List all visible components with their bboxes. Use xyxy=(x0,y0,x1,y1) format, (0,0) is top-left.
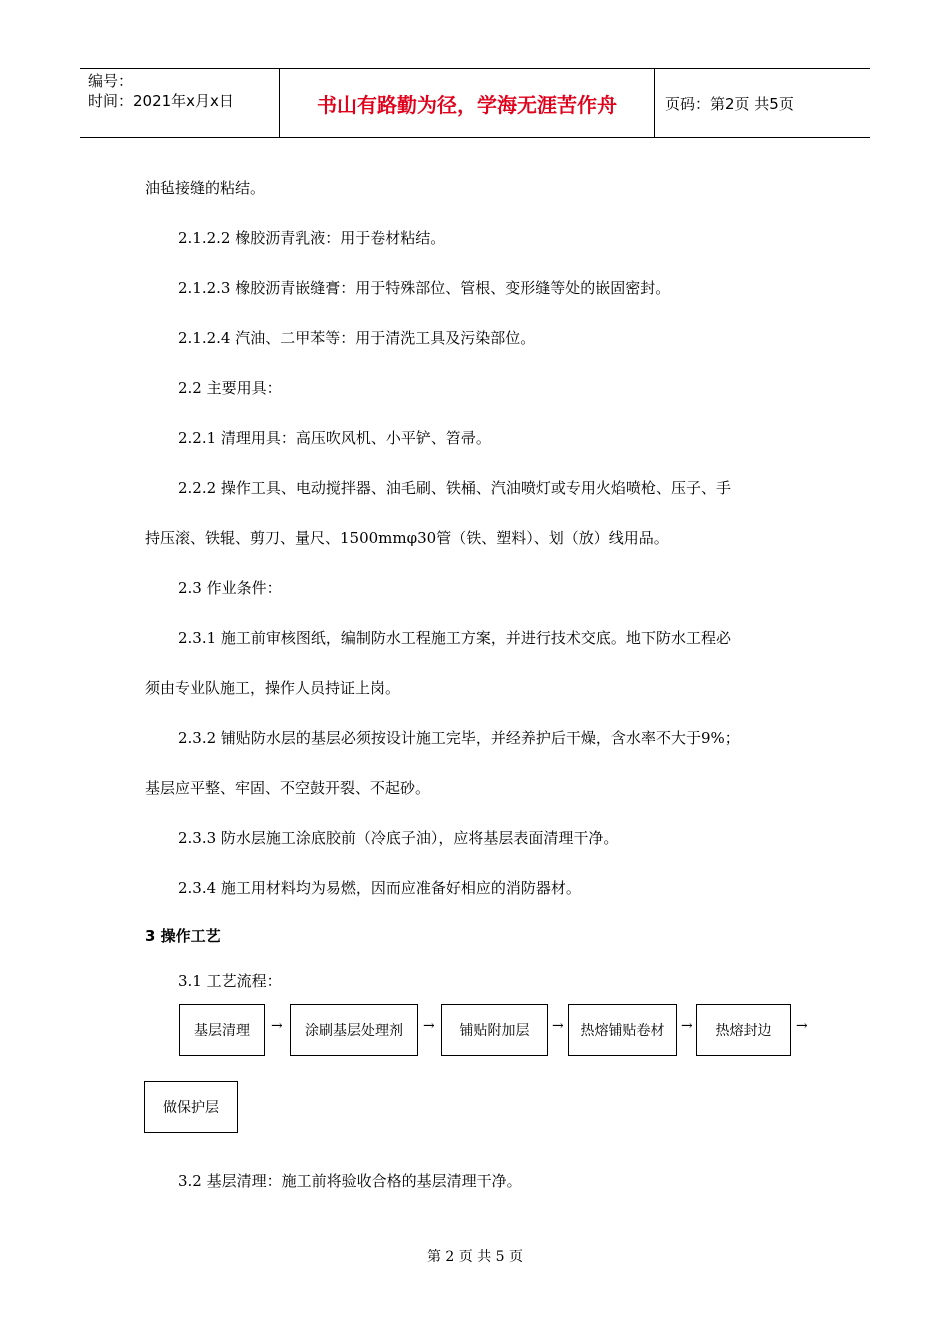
paragraph: 2.3.1 施工前审核图纸，编制防水工程施工方案，并进行技术交底。地下防水工程必 xyxy=(178,629,731,647)
flow-arrow: → xyxy=(796,1018,808,1034)
paragraph: 2.1.2.2 橡胶沥青乳液：用于卷材粘结。 xyxy=(178,229,446,247)
header-page-info: 页码：第2页 共5页 xyxy=(665,94,794,113)
paragraph: 2.3.2 铺贴防水层的基层必须按设计施工完毕，并经养护后干燥，含水率不大于9%； xyxy=(178,729,740,747)
paragraph: 油毡接缝的粘结。 xyxy=(145,179,266,197)
section-heading: 3 操作工艺 xyxy=(145,927,221,945)
flow-step-1: 基层清理 xyxy=(179,1004,265,1056)
flow-arrow: → xyxy=(271,1018,283,1034)
paragraph: 3.1 工艺流程： xyxy=(178,972,282,990)
flow-arrow: → xyxy=(423,1018,435,1034)
paragraph: 2.2.2 操作工具、电动搅拌器、油毛刷、铁桶、汽油喷灯或专用火焰喷枪、压子、手 xyxy=(178,479,731,497)
paragraph: 2.3.3 防水层施工涂底胶前（冷底子油），应将基层表面清理干净。 xyxy=(178,829,619,847)
paragraph: 2.1.2.4 汽油、二甲苯等：用于清洗工具及污染部位。 xyxy=(178,329,536,347)
flow-step-3: 铺贴附加层 xyxy=(441,1004,548,1056)
flow-step-4: 热熔铺贴卷材 xyxy=(568,1004,677,1056)
flow-step-6: 做保护层 xyxy=(144,1081,238,1133)
header-motto: 书山有路勤为径，学海无涯苦作舟 xyxy=(280,69,655,137)
flow-arrow: → xyxy=(552,1018,564,1034)
paragraph: 基层应平整、牢固、不空鼓开裂、不起砂。 xyxy=(145,779,431,797)
header-meta xyxy=(80,69,280,137)
paragraph: 须由专业队施工，操作人员持证上岗。 xyxy=(145,679,401,697)
paragraph: 2.2.1 清理用具：高压吹风机、小平铲、笤帚。 xyxy=(178,429,491,447)
flow-arrow: → xyxy=(681,1018,693,1034)
paragraph: 2.3 作业条件： xyxy=(178,579,282,597)
paragraph: 持压滚、铁辊、剪刀、量尺、1500mmφ30管（铁、塑料）、划（放）线用品。 xyxy=(145,529,669,547)
page-header xyxy=(80,68,870,138)
paragraph: 2.1.2.3 橡胶沥青嵌缝膏：用于特殊部位、管根、变形缝等处的嵌固密封。 xyxy=(178,279,671,297)
flow-step-5: 热熔封边 xyxy=(696,1004,791,1056)
date-label: 时间：2021年x月x日 xyxy=(88,92,234,110)
page-footer: 第 2 页 共 5 页 xyxy=(426,1249,524,1265)
flow-step-2: 涂刷基层处理剂 xyxy=(290,1004,418,1056)
document-body xyxy=(145,163,815,1006)
paragraph: 2.3.4 施工用材料均为易燃，因而应准备好相应的消防器材。 xyxy=(178,879,581,897)
paragraph: 2.2 主要用具： xyxy=(178,379,282,397)
paragraph: 3.2 基层清理：施工前将验收合格的基层清理干净。 xyxy=(178,1172,522,1190)
number-label: 编号： xyxy=(88,72,134,90)
